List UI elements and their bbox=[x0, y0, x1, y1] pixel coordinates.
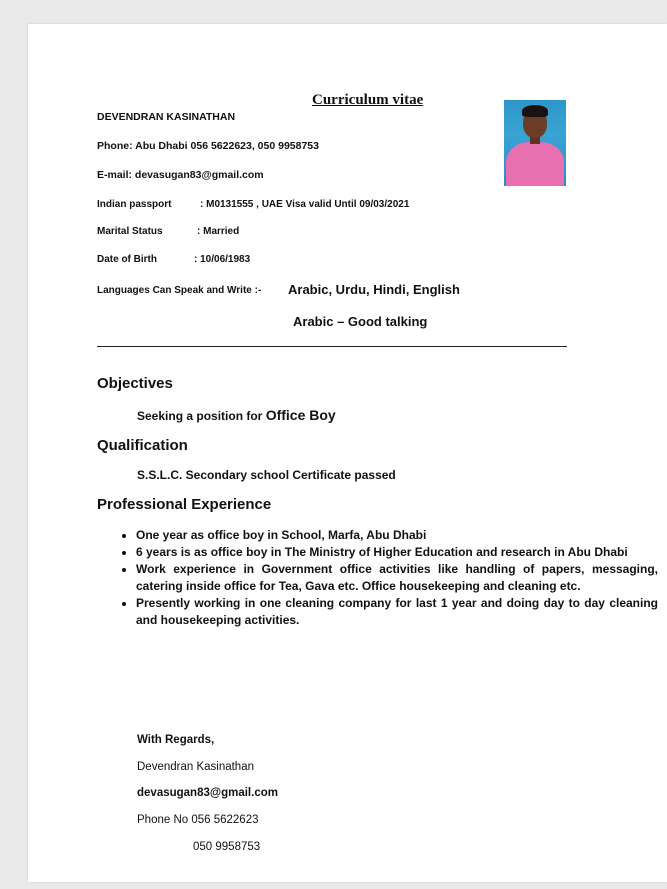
passport-value: : M0131555 , UAE Visa valid Until 09/03/2021 bbox=[200, 199, 410, 210]
qualification-text: S.S.L.C. Secondary school Certificate passed bbox=[137, 468, 396, 482]
candidate-name: DEVENDRAN KASINATHAN bbox=[97, 111, 236, 123]
qualification-heading: Qualification bbox=[97, 437, 188, 454]
experience-item: • One year as office boy in School, Marfa, Abu Dhabi bbox=[136, 527, 658, 544]
experience-heading: Professional Experience bbox=[97, 496, 272, 513]
dob-value: : 10/06/1983 bbox=[194, 254, 251, 265]
signature-phone-2: 050 9958753 bbox=[193, 841, 261, 853]
objectives-role: Office Boy bbox=[265, 407, 336, 423]
marital-value: : Married bbox=[197, 226, 240, 237]
objectives-heading: Objectives bbox=[97, 375, 173, 392]
signature-name: Devendran Kasinathan bbox=[137, 761, 254, 773]
divider-line bbox=[97, 346, 567, 347]
languages-label: Languages Can Speak and Write :- bbox=[97, 285, 262, 296]
experience-list bbox=[116, 527, 658, 629]
regards-text: With Regards, bbox=[137, 734, 215, 746]
languages-value: Arabic, Urdu, Hindi, English bbox=[288, 282, 460, 297]
experience-item: • 6 years is as office boy in The Ministry of Higher Education and research in Abu Dhabi bbox=[136, 544, 658, 561]
objectives-prefix: Seeking a position for bbox=[137, 409, 263, 423]
cv-title: Curriculum vitae bbox=[312, 92, 424, 108]
phone-line: Phone: Abu Dhabi 056 5622623, 050 9958753 bbox=[97, 140, 319, 152]
dob-label: Date of Birth bbox=[97, 254, 157, 265]
signature-phone: Phone No 056 5622623 bbox=[137, 814, 259, 826]
experience-item: • Presently working in one cleaning company for last 1 year and doing day to day cleaning and housekeeping activities. bbox=[136, 595, 658, 629]
email-line: E-mail: devasugan83@gmail.com bbox=[97, 169, 264, 181]
languages-note: Arabic – Good talking bbox=[293, 314, 428, 329]
objectives-text bbox=[137, 407, 336, 423]
marital-label: Marital Status bbox=[97, 226, 163, 237]
passport-label: Indian passport bbox=[97, 199, 172, 210]
signature-email: devasugan83@gmail.com bbox=[137, 787, 278, 799]
profile-photo bbox=[504, 100, 566, 186]
experience-item: • Work experience in Government office activities like handling of papers, messaging, catering inside office for Tea, Gava etc. Office housekeeping and cleaning etc. bbox=[136, 561, 658, 595]
